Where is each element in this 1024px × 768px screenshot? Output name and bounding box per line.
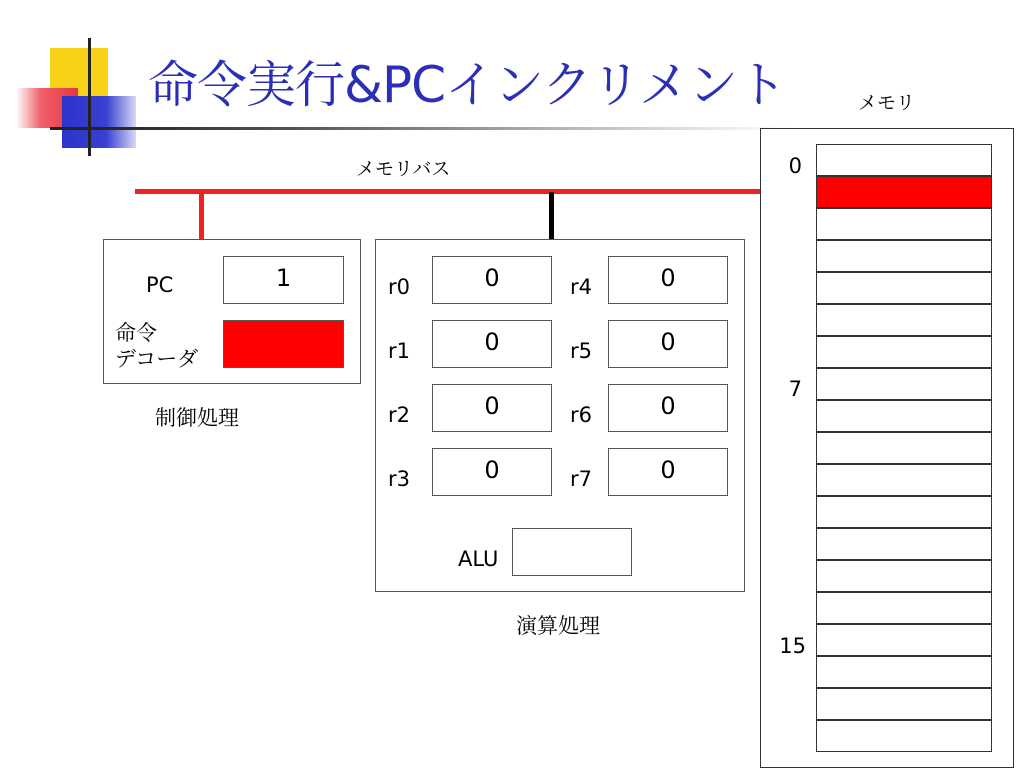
memory-cell	[816, 304, 992, 336]
alu-register	[512, 528, 632, 576]
register-r4: 0	[608, 256, 728, 304]
memory-cell	[816, 624, 992, 656]
register-label-r3: r3	[388, 467, 410, 491]
register-label-r0: r0	[388, 275, 410, 299]
memory-cell	[816, 496, 992, 528]
register-r7: 0	[608, 448, 728, 496]
memory-cell	[816, 336, 992, 368]
register-label-r6: r6	[570, 403, 592, 427]
pc-register: 1	[223, 256, 344, 304]
register-r3: 0	[432, 448, 552, 496]
memory-bus-label: メモリバス	[356, 158, 451, 180]
slide-title: 命令実行&PCインクリメント	[148, 56, 787, 114]
decoder-label-line1: 命令	[115, 321, 157, 345]
register-label-r4: r4	[570, 275, 592, 299]
logo-blue-square	[62, 96, 136, 148]
register-label-r5: r5	[570, 339, 592, 363]
arithmetic-caption: 演算処理	[516, 614, 600, 638]
memory-index-15: 15	[779, 634, 806, 658]
register-label-r7: r7	[570, 467, 592, 491]
memory-index-0: 0	[788, 154, 802, 178]
register-label-r1: r1	[388, 339, 410, 363]
memory-cell	[816, 400, 992, 432]
register-r5: 0	[608, 320, 728, 368]
memory-cell	[816, 688, 992, 720]
control-caption: 制御処理	[155, 406, 239, 430]
memory-index-7: 7	[788, 377, 802, 401]
memory-cell	[816, 208, 992, 240]
pc-label: PC	[146, 273, 174, 297]
memory-cell	[816, 560, 992, 592]
memory-cell	[816, 592, 992, 624]
alu-label: ALU	[458, 547, 499, 571]
memory-cell	[816, 528, 992, 560]
memory-bus-line	[135, 189, 761, 194]
memory-cell	[816, 240, 992, 272]
register-r0: 0	[432, 256, 552, 304]
decoder-label	[115, 320, 198, 372]
memory-cell	[816, 720, 992, 752]
memory-cell	[816, 432, 992, 464]
bus-connector-arithmetic	[549, 192, 554, 240]
memory-cell	[816, 656, 992, 688]
register-r1: 0	[432, 320, 552, 368]
decoder-label-line2: デコーダ	[115, 347, 199, 371]
instruction-decoder	[223, 320, 344, 368]
title-underline	[88, 127, 788, 130]
register-r6: 0	[608, 384, 728, 432]
logo-vertical-line	[88, 38, 91, 156]
memory-cell	[816, 176, 992, 208]
memory-cell	[816, 144, 992, 176]
register-r2: 0	[432, 384, 552, 432]
memory-cell	[816, 272, 992, 304]
bus-connector-control	[199, 192, 204, 240]
memory-cell	[816, 464, 992, 496]
register-label-r2: r2	[388, 403, 410, 427]
memory-label: メモリ	[858, 92, 916, 114]
memory-cell	[816, 368, 992, 400]
